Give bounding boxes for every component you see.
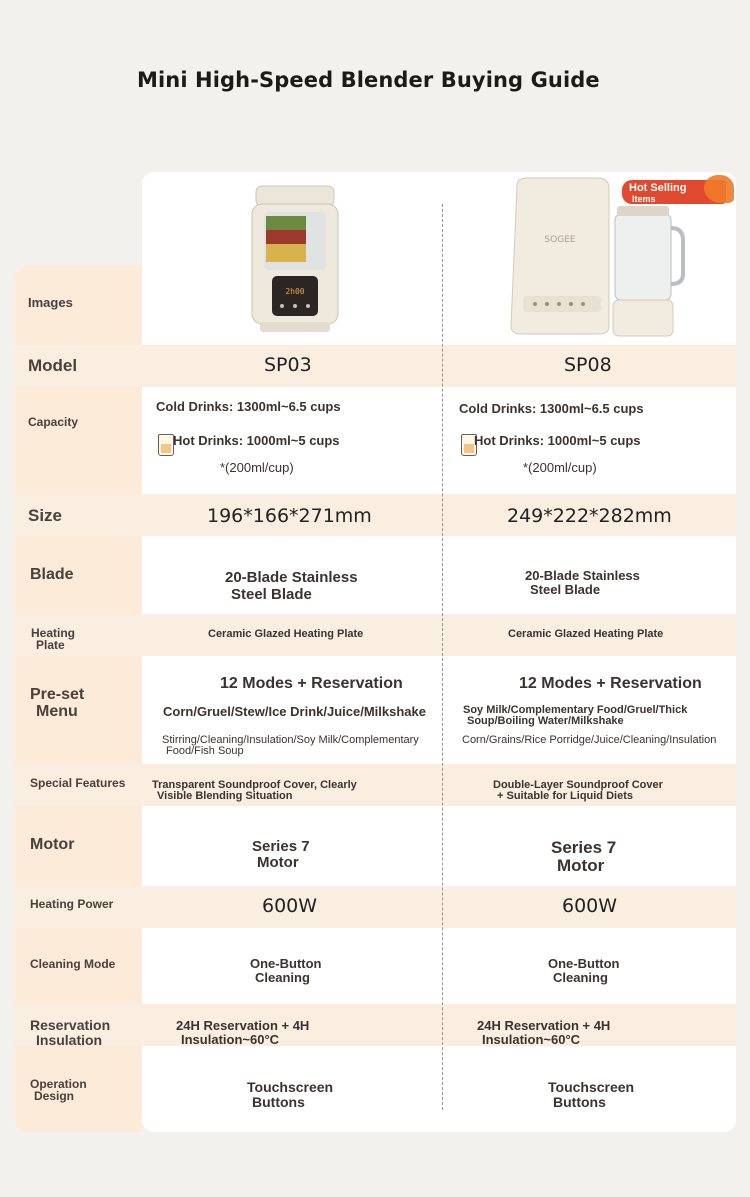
preset-title-sp08: 12 Modes + Reservation (519, 675, 702, 692)
capacity-cold-sp08: Cold Drinks: 1300ml~6.5 cups (459, 401, 644, 416)
preset-line3-sp08: Corn/Grains/Rice Porridge/Juice/Cleaning/Insulation (462, 734, 717, 746)
label-special-features: Special Features (30, 776, 126, 790)
cleaning-sp08-1: One-Button (548, 956, 620, 971)
badge-text-2: Items (632, 194, 656, 204)
cup-icon (158, 434, 174, 456)
operation-sp08-2: Buttons (553, 1094, 606, 1110)
page-title: Mini High-Speed Blender Buying Guide (137, 68, 600, 92)
label-capacity: Capacity (28, 415, 79, 429)
features-sp08-2: + Suitable for Liquid Diets (497, 790, 633, 802)
preset-title-sp03: 12 Modes + Reservation (220, 675, 403, 692)
reservation-sp08-2: Insulation~60°C (482, 1032, 581, 1047)
capacity-note-sp03: *(200ml/cup) (220, 460, 294, 475)
motor-sp03-1: Series 7 (252, 838, 310, 855)
model-sp08: SP08 (564, 354, 612, 376)
label-blade: Blade (30, 566, 74, 583)
label-heating-plate-2: Plate (36, 638, 65, 652)
reservation-sp03-1: 24H Reservation + 4H (176, 1018, 310, 1033)
badge-text-1: Hot Selling (629, 182, 687, 194)
label-preset-2: Menu (36, 703, 78, 720)
svg-text:2h00: 2h00 (285, 287, 305, 296)
label-motor: Motor (30, 836, 75, 853)
capacity-cold-sp03: Cold Drinks: 1300ml~6.5 cups (156, 399, 341, 414)
blade-sp03-1: 20-Blade Stainless (225, 569, 358, 586)
features-sp08-1: Double-Layer Soundproof Cover (493, 779, 663, 791)
column-divider (442, 204, 443, 1110)
label-reservation-1: Reservation (30, 1017, 111, 1033)
preset-line1-sp08: Soy Milk/Complementary Food/Gruel/Thick (463, 704, 688, 716)
heating-power-sp08: 600W (562, 895, 618, 917)
label-operation-2: Design (34, 1089, 75, 1103)
operation-sp08-1: Touchscreen (548, 1079, 635, 1095)
reservation-sp03-2: Insulation~60°C (181, 1032, 280, 1047)
capacity-hot-sp08: Hot Drinks: 1000ml~5 cups (474, 433, 641, 448)
features-sp03-1: Transparent Soundproof Cover, Clearly (152, 779, 357, 791)
heating-power-sp03: 600W (262, 895, 318, 917)
motor-sp08-2: Motor (557, 856, 605, 875)
blade-sp08-1: 20-Blade Stainless (525, 568, 640, 583)
size-sp08: 249*222*282mm (507, 505, 672, 527)
label-cleaning-mode: Cleaning Mode (30, 957, 116, 971)
product-image-sp03 (240, 180, 350, 340)
heating-plate-sp08: Ceramic Glazed Heating Plate (508, 628, 664, 640)
features-sp03-2: Visible Blending Situation (157, 790, 293, 802)
label-reservation-2: Insulation (36, 1032, 103, 1048)
preset-line3-sp03: Food/Fish Soup (166, 745, 244, 757)
heating-plate-sp03: Ceramic Glazed Heating Plate (208, 628, 364, 640)
capacity-hot-sp03: Hot Drinks: 1000ml~5 cups (173, 433, 340, 448)
size-sp03: 196*166*271mm (207, 505, 372, 527)
cleaning-sp03-2: Cleaning (255, 970, 310, 985)
operation-sp03-2: Buttons (252, 1094, 305, 1110)
label-heating-plate-1: Heating (31, 626, 76, 640)
motor-sp03-2: Motor (257, 854, 299, 871)
reservation-sp08-1: 24H Reservation + 4H (477, 1018, 611, 1033)
hot-selling-badge (622, 180, 726, 204)
flame-icon (704, 175, 734, 203)
preset-line2-sp08: Soup/Boiling Water/Milkshake (467, 715, 624, 727)
blade-sp03-2: Steel Blade (231, 586, 312, 603)
label-size: Size (28, 506, 63, 525)
label-heating-power: Heating Power (30, 897, 114, 911)
preset-line2-sp03: Stirring/Cleaning/Insulation/Soy Milk/Complementary (162, 734, 419, 746)
label-preset-1: Pre-set (30, 686, 85, 703)
preset-line3-clip (462, 730, 736, 750)
model-sp03: SP03 (264, 354, 312, 376)
label-images: Images (28, 295, 73, 310)
label-operation-1: Operation (30, 1077, 87, 1091)
capacity-note-sp08: *(200ml/cup) (523, 460, 597, 475)
brand-text: SOGEE (544, 235, 576, 245)
cleaning-sp08-2: Cleaning (553, 970, 608, 985)
operation-sp03-1: Touchscreen (247, 1079, 334, 1095)
cleaning-sp03-1: One-Button (250, 956, 322, 971)
motor-sp08-1: Series 7 (551, 838, 617, 857)
label-model: Model (28, 356, 78, 375)
preset-line1-sp03: Corn/Gruel/Stew/Ice Drink/Juice/Milkshake (163, 704, 426, 719)
blade-sp08-2: Steel Blade (530, 582, 601, 597)
